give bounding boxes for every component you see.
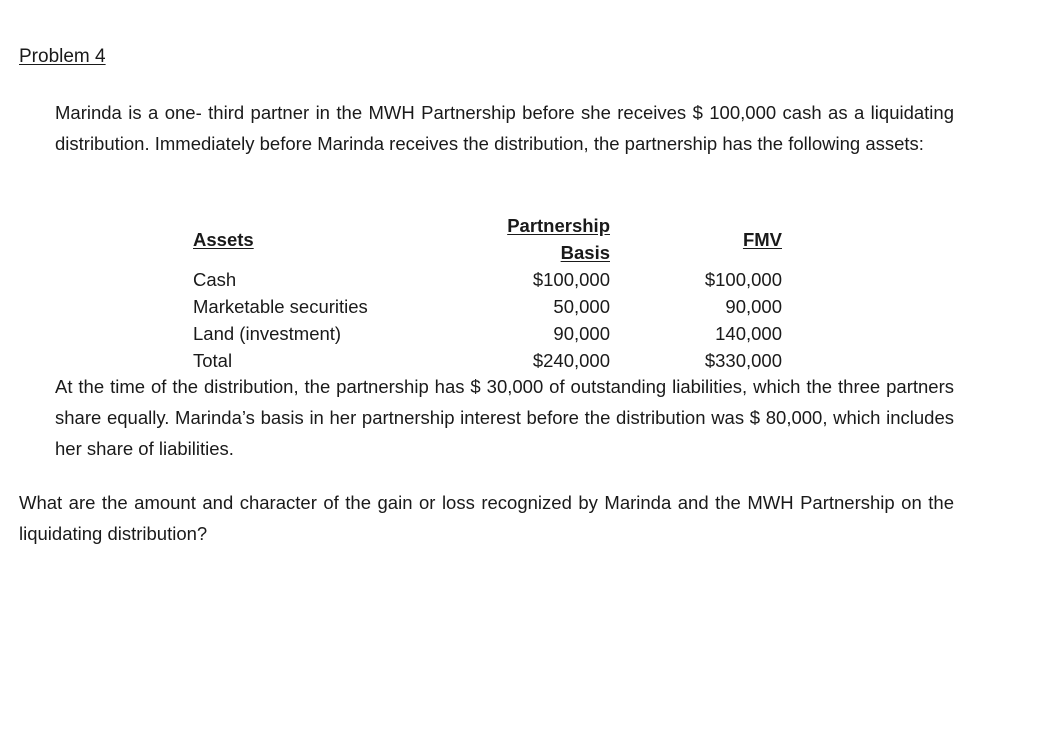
total-basis: $240,000 <box>532 350 610 371</box>
table-total-row <box>193 347 782 374</box>
table-row <box>193 266 782 293</box>
asset-basis: 90,000 <box>553 323 610 344</box>
header-fmv: FMV <box>742 228 782 250</box>
liabilities-paragraph: At the time of the distribution, the partnership has $ 30,000 of outstanding liabilities, which the three partners share equally. Marinda’s basis in her partnership interest before the distribution was $ 80,000, which includes her share of liabilities. <box>55 376 954 459</box>
table-header-row <box>193 212 782 266</box>
asset-basis: 50,000 <box>553 296 610 317</box>
asset-name: Marketable securities <box>193 296 368 317</box>
asset-fmv: $100,000 <box>704 269 782 290</box>
asset-fmv: 140,000 <box>715 323 782 344</box>
question-paragraph: What are the amount and character of the gain or loss recognized by Marinda and the MWH Partnership on the liquidating distribution? <box>19 492 954 544</box>
asset-name: Cash <box>193 269 237 290</box>
header-partnership-basis: Partnership Basis <box>507 215 610 263</box>
problem-heading: Problem 4 <box>19 46 106 67</box>
total-label: Total <box>193 350 233 371</box>
asset-basis: $100,000 <box>532 269 610 290</box>
asset-name: Land (investment) <box>193 323 342 344</box>
total-fmv: $330,000 <box>704 350 782 371</box>
table-row <box>193 293 782 320</box>
header-assets: Assets <box>193 228 254 250</box>
asset-fmv: 90,000 <box>725 296 782 317</box>
table-row <box>193 320 782 347</box>
assets-table <box>193 212 782 374</box>
intro-paragraph: Marinda is a one- third partner in the MWH Partnership before she receives $ 100,000 cash as a liquidating distribution. Immediately before Marinda receives the distribution, the partnership has the following assets: <box>55 102 954 154</box>
